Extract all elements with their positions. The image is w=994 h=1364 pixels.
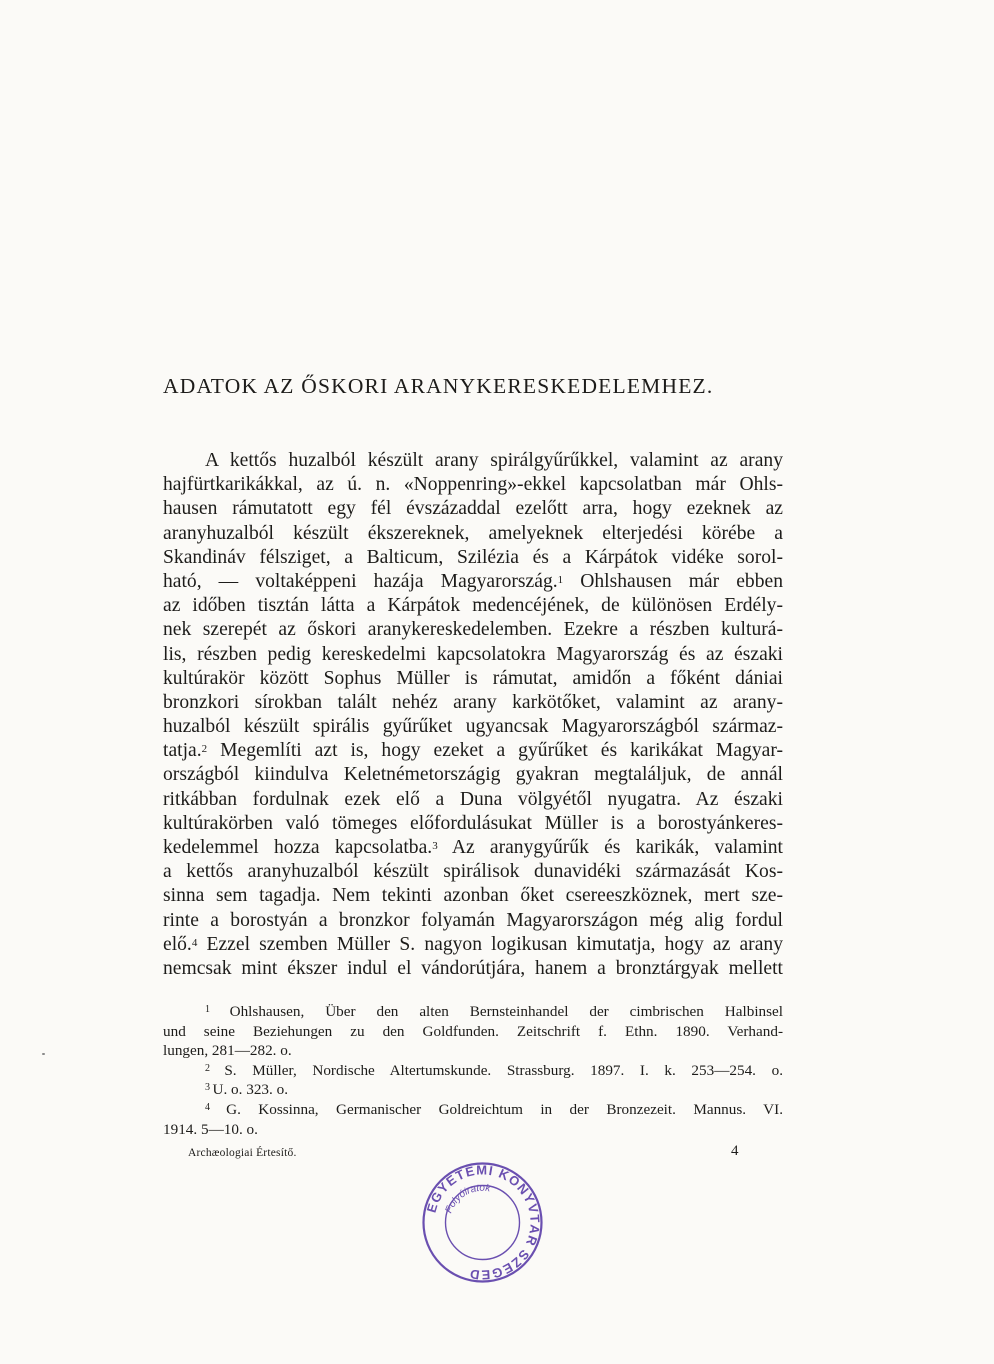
footnote-number: 4: [205, 1101, 227, 1113]
footnote-number: 1: [205, 1004, 230, 1015]
footnote-line: $^1$ Ohlshausen, Über den alten Bernsteinhandel der cimbrischen Halbinsel: [205, 1003, 784, 1020]
text-line: lis, részben pedig kereskedelmi kapcsolatokra Magyarország és az északi: [163, 643, 783, 665]
stamp-outer-text: EGYETEMI KÖNYVTÁR SZEGED: [423, 1162, 543, 1283]
footnotes: [163, 1002, 783, 1139]
text-line: kultúrakör között Sophus Müller is rámutat, amidőn a főként dániai: [163, 667, 783, 689]
page-title: ADATOK AZ ŐSKORI ARANYKERESKEDELEMHEZ.: [163, 374, 714, 398]
text-line: sinna sem tagadja. Nem tekinti azonban őket csereeszköznek, mert sze-: [163, 885, 783, 907]
text-line: az időben tisztán látta a Kárpátok medencéjének, de különösen Erdély-: [163, 595, 783, 617]
footnote-ref: 4: [191, 936, 198, 949]
footnote-line: $^4$ G. Kossinna, Germanischer Goldreichtum in der Bronzezeit. Mannus. VI.: [205, 1100, 784, 1118]
text-line: kedelemmel hozza kapcsolatba.$^3$ Az aranygyűrűk és karikák, valamint: [163, 837, 784, 858]
text-line: aranyhuzalból készült ékszereknek, amelyeknek elterjedési körébe a: [163, 522, 783, 544]
footnote-line: und seine Beziehungen zu den Goldfunden. Zeitschrift f. Ethn. 1890. Verhand-: [163, 1022, 783, 1040]
text-line: Skandináv félsziget, a Balticum, Szilézia és a Kárpátok vidéke sorol-: [163, 546, 783, 568]
text-line: kultúrakörben való tömeges előfordulásukat Müller is a borostyánkeres-: [163, 812, 783, 834]
text-line: ható, — voltaképpeni hazája Magyarország.$^1$ Ohlshausen már ebben: [163, 570, 783, 592]
footnote-number: 3: [205, 1082, 213, 1094]
text-line: a kettős aranyhuzalból készült spirálisok dunavidéki származását Kos-: [163, 861, 783, 883]
text-line: nek szerepét az őskori aranykereskedelemben. Ezekre a részben kulturá-: [163, 619, 783, 641]
footnote-ref: 2: [201, 743, 208, 756]
footnote-line: 1914. 5—10. o.: [163, 1120, 258, 1138]
footnote-ref: 3: [432, 840, 438, 852]
footnote-line: $^2$ S. Müller, Nordische Altertumskunde. Strassburg. 1897. I. k. 253—254. o.: [205, 1061, 784, 1079]
text-line: hausen rámutatott egy fél évszázaddal ezelőtt arra, hogy ezeknek az: [163, 498, 783, 520]
text-line: bronzkori sírokban talált nehéz arany karkötőket, valamint az arany-: [163, 691, 783, 713]
text-line: huzalból készült spirális gyűrűket ugyancsak Magyarországból származ-: [163, 716, 783, 738]
text-line: ritkábban fordulnak ezek elő a Duna völgyétől nyugatra. Az északi: [163, 788, 783, 810]
paper-speck: [42, 1053, 45, 1055]
text-line: nemcsak mint ékszer indul el vándorútjára, hanem a bronztárgyak mellett: [163, 957, 783, 979]
text-line: hajfürtkarikákkal, az ú. n. «Noppenring»-ekkel kapcsolatban már Ohls-: [163, 474, 783, 496]
stamp-inner-text: Folyóiratok: [443, 1182, 492, 1215]
footnote-ref: 1: [557, 573, 564, 586]
footnote-number: 2: [205, 1062, 225, 1074]
text-line: tatja.$^2$ Megemlíti azt is, hogy ezeket a gyűrűket és karikákat Magyar-: [163, 740, 783, 762]
library-stamp: [420, 1160, 545, 1285]
footnote-line: lungen, 281—282. o.: [163, 1042, 292, 1060]
footnote-line: $^3$ U. o. 323. o.: [205, 1081, 289, 1099]
text-line: elő.$^4$ Ezzel szemben Müller S. nagyon logikusan kimutatja, hogy az arany: [163, 933, 783, 955]
signature-number: 4: [731, 1143, 739, 1159]
text-line: országból kiindulva Keletnémetországig gyakran megtaláljuk, de annál: [163, 764, 783, 786]
body-paragraph: [163, 449, 783, 981]
text-line: rinte a borostyán a bronzkor folyamán Magyarországon még alig fordul: [163, 909, 783, 931]
journal-name: Archæologiai Értesítő.: [188, 1147, 297, 1159]
text-line: A kettős huzalból készült arany spirálgyűrűkkel, valamint az arany: [205, 450, 783, 471]
